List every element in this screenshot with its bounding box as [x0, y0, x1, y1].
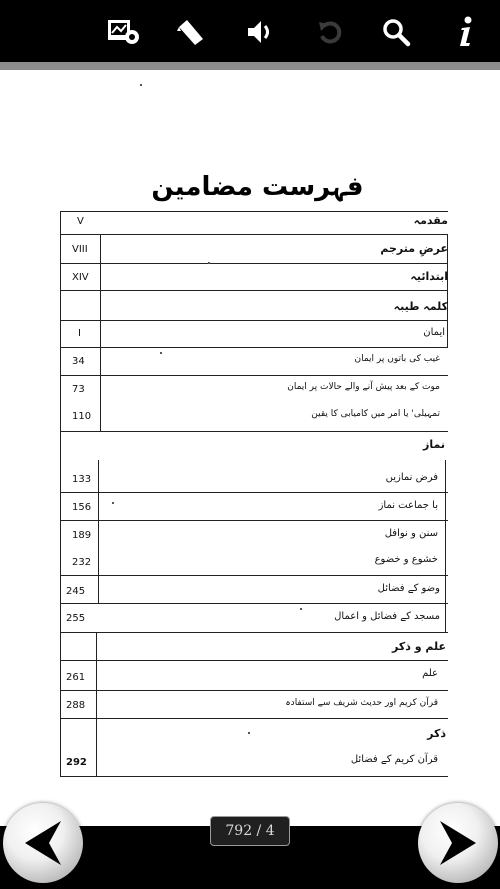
page-number: 245	[66, 586, 86, 597]
scan-speck	[112, 502, 114, 504]
table-rule	[60, 263, 448, 264]
toc-entry-bajamaat-namaz[interactable]: با جماعت نماز	[378, 500, 438, 511]
info-icon[interactable]	[448, 14, 484, 50]
toc-entry-iman[interactable]: ایمان	[423, 327, 445, 338]
toc-entry-sunan-nawafil[interactable]: سنن و نوافل	[384, 528, 438, 539]
page-number: 133	[72, 474, 92, 485]
scan-speck	[300, 608, 302, 610]
toc-entry-farz-namazen[interactable]: فرض نمازیں	[385, 472, 438, 483]
table-rule	[60, 431, 448, 432]
table-rule	[60, 520, 448, 521]
toc-entry-muqaddama[interactable]: مقدمہ	[413, 214, 448, 227]
table-right-border	[445, 460, 446, 632]
table-rule	[60, 603, 448, 604]
toc-entry-khushu[interactable]: خشوع و خضوع	[374, 554, 438, 565]
toc-entry-quran-hadith[interactable]: قرآن کریم اور حدیث شریف سے استفادہ	[285, 698, 438, 708]
table-rule	[60, 375, 448, 376]
page-number: 156	[72, 502, 92, 513]
table-rule	[60, 575, 448, 576]
settings-gallery-icon[interactable]	[106, 14, 142, 50]
toc-section-namaz[interactable]: نماز	[423, 438, 445, 451]
undo-icon[interactable]	[312, 14, 348, 50]
page-number: 261	[66, 672, 86, 683]
page-number: I	[78, 328, 81, 339]
speaker-icon[interactable]	[242, 14, 278, 50]
table-rule	[60, 492, 448, 493]
page-number: 255	[66, 613, 86, 624]
page-number: 110	[72, 411, 92, 422]
toolbar-divider	[0, 62, 500, 70]
page-number: 292	[66, 757, 87, 768]
toc-entry-ibtidaiya[interactable]: ابتدائیہ	[410, 270, 448, 283]
scan-speck	[208, 262, 210, 264]
table-rule	[60, 690, 448, 691]
toc-entry-quran-fazail[interactable]: قرآن کریم کے فضائل	[350, 754, 438, 765]
table-rule	[60, 290, 448, 291]
page-number: XIV	[72, 272, 89, 283]
scan-speck	[160, 352, 162, 354]
toc-section-ilm-o-zikr[interactable]: علم و ذکر	[391, 640, 446, 653]
toc-entry-maut[interactable]: موت کے بعد پیش آنے والے حالات پر ایمان	[287, 382, 440, 392]
page-number: 232	[72, 557, 92, 568]
table-rule	[60, 776, 448, 777]
page-number: 73	[72, 384, 85, 395]
previous-arrow-icon	[21, 818, 65, 868]
toc-entry-arz-e-mutarjim[interactable]: عرضِ مترجم	[380, 242, 448, 255]
toc-section-zikr[interactable]: ذکر	[427, 727, 446, 740]
toc-entry-kalima-tayyiba[interactable]: کلمہ طیبہ	[393, 300, 448, 313]
toc-entry-ghaib[interactable]: غیب کی باتوں پر ایمان	[354, 354, 440, 364]
table-rule	[60, 320, 448, 321]
page-title: فہرست مضامین	[151, 172, 364, 202]
top-toolbar	[0, 0, 500, 62]
previous-page-button[interactable]	[3, 803, 83, 883]
table-rule	[60, 632, 448, 633]
table-rule	[60, 234, 448, 235]
page-number: 288	[66, 700, 86, 711]
pencil-icon[interactable]	[172, 14, 208, 50]
scan-speck	[140, 84, 142, 86]
page-number: V	[77, 216, 84, 227]
table-rule	[60, 211, 448, 212]
page-indicator: 792 / 4	[210, 816, 290, 846]
toc-entry-wuzu[interactable]: وضو کے فضائل	[377, 583, 440, 594]
table-left-border	[60, 211, 61, 776]
table-rule	[60, 347, 448, 348]
scan-speck	[248, 732, 250, 734]
table-rule	[60, 660, 448, 661]
page-number: 34	[72, 356, 85, 367]
search-icon[interactable]	[378, 14, 414, 50]
toc-entry-ilm[interactable]: علم	[422, 668, 438, 679]
next-arrow-icon	[436, 818, 480, 868]
toc-entry-kamyabi[interactable]: تمہیلی' یا امر میں کامیابی کا یقین	[311, 409, 440, 419]
page-number: 189	[72, 530, 92, 541]
next-page-button[interactable]	[418, 803, 498, 883]
document-page	[0, 70, 500, 826]
page-number: VIII	[72, 244, 88, 255]
table-rule	[60, 718, 448, 719]
toc-entry-masjid[interactable]: مسجد کے فضائل و اعمال	[334, 611, 440, 622]
